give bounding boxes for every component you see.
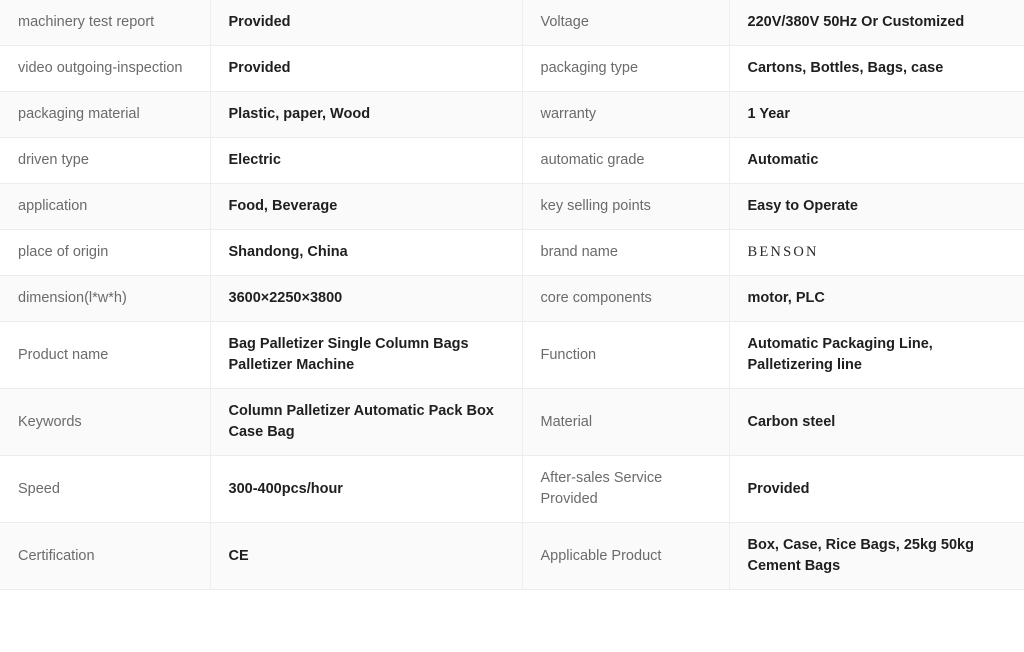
spec-value: motor, PLC (729, 276, 1024, 322)
spec-label: automatic grade (522, 138, 729, 184)
table-row (0, 230, 1024, 276)
spec-value: CE (210, 523, 522, 590)
spec-value: Provided (210, 46, 522, 92)
table-row (0, 322, 1024, 389)
spec-label: key selling points (522, 184, 729, 230)
table-row (0, 523, 1024, 590)
spec-label: Material (522, 389, 729, 456)
spec-value: Electric (210, 138, 522, 184)
spec-label: Certification (0, 523, 210, 590)
spec-value: 3600×2250×3800 (210, 276, 522, 322)
spec-label: Speed (0, 456, 210, 523)
spec-value: Provided (210, 0, 522, 46)
spec-value: Bag Palletizer Single Column Bags Palletizer Machine (210, 322, 522, 389)
spec-value: Automatic Packaging Line, Palletizering line (729, 322, 1024, 389)
spec-value: Shandong, China (210, 230, 522, 276)
spec-value: Food, Beverage (210, 184, 522, 230)
table-row (0, 138, 1024, 184)
spec-label: core components (522, 276, 729, 322)
table-row (0, 389, 1024, 456)
spec-value: Plastic, paper, Wood (210, 92, 522, 138)
table-row (0, 456, 1024, 523)
spec-label: place of origin (0, 230, 210, 276)
spec-label: packaging type (522, 46, 729, 92)
spec-label: After-sales Service Provided (522, 456, 729, 523)
spec-label: Voltage (522, 0, 729, 46)
spec-value: Automatic (729, 138, 1024, 184)
spec-label: Product name (0, 322, 210, 389)
table-row (0, 184, 1024, 230)
spec-label: machinery test report (0, 0, 210, 46)
table-row (0, 276, 1024, 322)
spec-value: 1 Year (729, 92, 1024, 138)
spec-label: warranty (522, 92, 729, 138)
brand-name-value: BENSON (729, 230, 1024, 276)
spec-value: Column Palletizer Automatic Pack Box Case Bag (210, 389, 522, 456)
spec-label: Keywords (0, 389, 210, 456)
spec-label: application (0, 184, 210, 230)
spec-value: Cartons, Bottles, Bags, case (729, 46, 1024, 92)
spec-value: Box, Case, Rice Bags, 25kg 50kg Cement Bags (729, 523, 1024, 590)
spec-value: Provided (729, 456, 1024, 523)
table-row (0, 92, 1024, 138)
spec-value: Carbon steel (729, 389, 1024, 456)
spec-value: Easy to Operate (729, 184, 1024, 230)
table-row (0, 0, 1024, 46)
spec-label: Applicable Product (522, 523, 729, 590)
spec-label: packaging material (0, 92, 210, 138)
spec-value: 220V/380V 50Hz Or Customized (729, 0, 1024, 46)
spec-label: dimension(l*w*h) (0, 276, 210, 322)
spec-label: brand name (522, 230, 729, 276)
spec-label: video outgoing-inspection (0, 46, 210, 92)
spec-value: 300-400pcs/hour (210, 456, 522, 523)
spec-label: driven type (0, 138, 210, 184)
spec-label: Function (522, 322, 729, 389)
table-row (0, 46, 1024, 92)
